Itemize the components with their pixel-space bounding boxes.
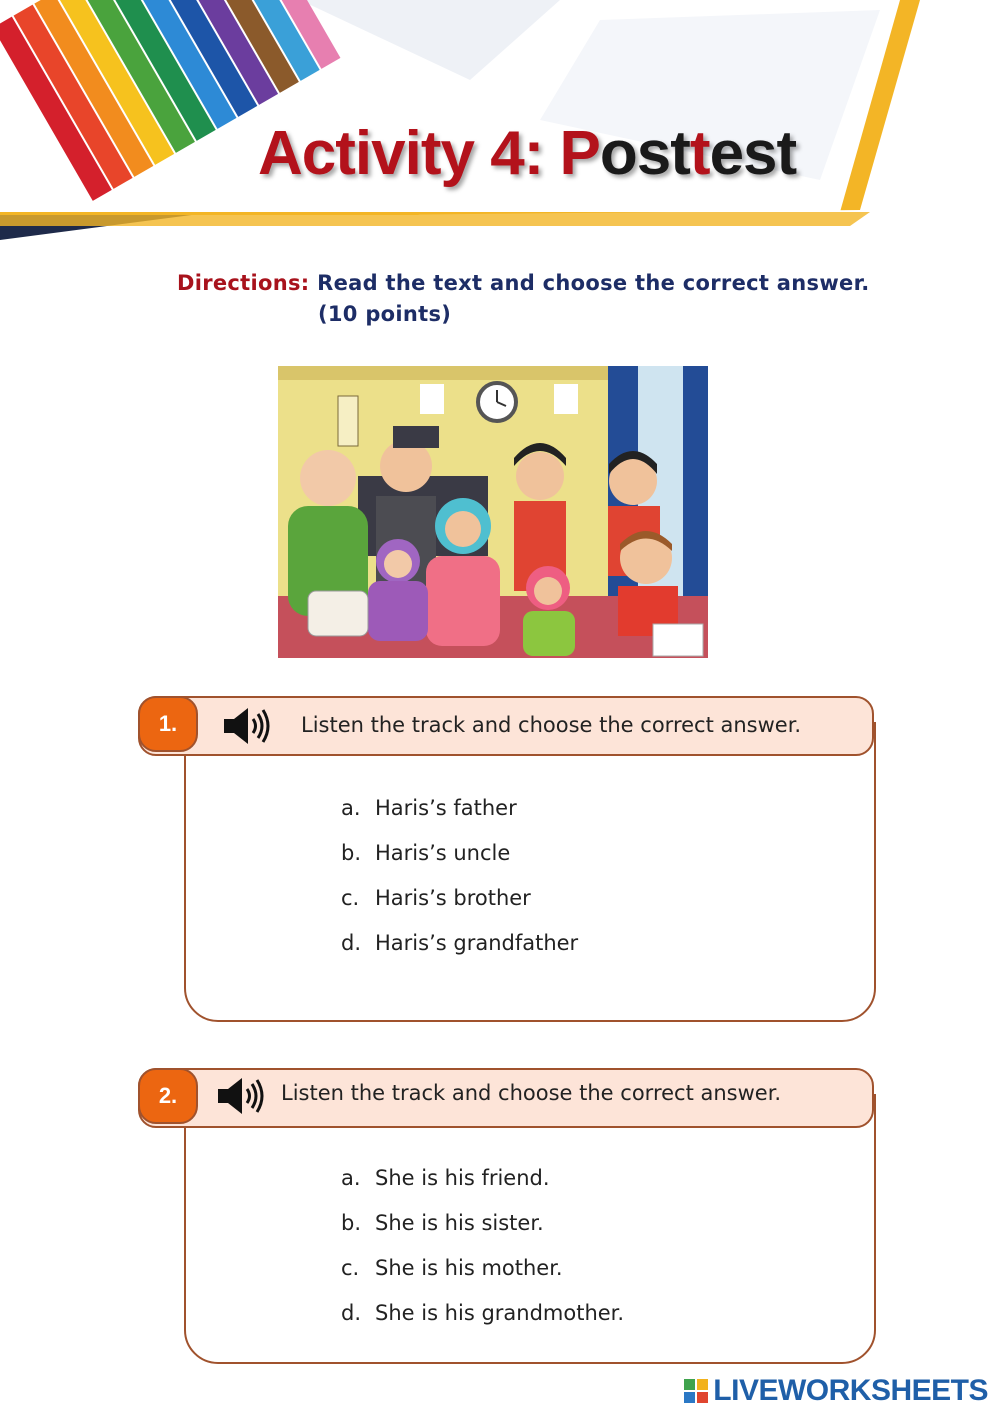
option-text: She is his grandmother. (375, 1301, 625, 1325)
option-letter: c. (341, 1256, 360, 1280)
directions (177, 268, 897, 330)
family-living-room-illustration (278, 366, 708, 658)
question-number-badge: 2. (138, 1068, 198, 1124)
speaker-icon[interactable] (216, 1076, 266, 1116)
question-number-badge: 1. (138, 696, 198, 752)
option-letter: a. (341, 1166, 361, 1190)
answer-option[interactable] (341, 1254, 624, 1299)
answer-option[interactable] (341, 839, 578, 884)
directions-label: Directions: (177, 271, 310, 295)
option-letter: a. (341, 796, 361, 820)
answer-option[interactable] (341, 1164, 624, 1209)
liveworksheets-logo-icon (683, 1378, 709, 1404)
question-prompt: Listen the track and choose the correct answer. (301, 713, 802, 737)
option-text: She is his mother. (375, 1256, 563, 1280)
option-letter: d. (341, 1301, 362, 1325)
title-part: t (689, 119, 710, 188)
answer-option[interactable] (341, 1299, 624, 1344)
speaker-icon[interactable] (222, 706, 272, 746)
option-text: Haris’s brother (375, 886, 531, 910)
option-text: She is his friend. (375, 1166, 550, 1190)
option-text: Haris’s grandfather (375, 931, 579, 955)
option-letter: b. (341, 1211, 362, 1235)
directions-points: (10 points) (318, 302, 452, 326)
answer-option[interactable] (341, 1209, 624, 1254)
option-text: Haris’s father (375, 796, 517, 820)
page-title (258, 118, 796, 189)
option-letter: b. (341, 841, 362, 865)
answer-options (341, 794, 578, 974)
question-prompt: Listen the track and choose the correct answer. (281, 1081, 782, 1105)
option-letter: c. (341, 886, 360, 910)
brand-footer (683, 1374, 988, 1408)
answer-option[interactable] (341, 794, 578, 839)
answer-option[interactable] (341, 884, 578, 929)
brand-name: LIVEWORKSHEETS (713, 1374, 988, 1407)
directions-text: Read the text and choose the correct answer. (317, 271, 870, 295)
answer-options (341, 1164, 624, 1344)
title-part: est (709, 119, 797, 188)
answer-option[interactable] (341, 929, 578, 974)
option-letter: d. (341, 931, 362, 955)
title-part: ost (599, 119, 690, 188)
title-part: Activity 4: P (258, 119, 600, 188)
option-text: Haris’s uncle (375, 841, 511, 865)
option-text: She is his sister. (375, 1211, 544, 1235)
